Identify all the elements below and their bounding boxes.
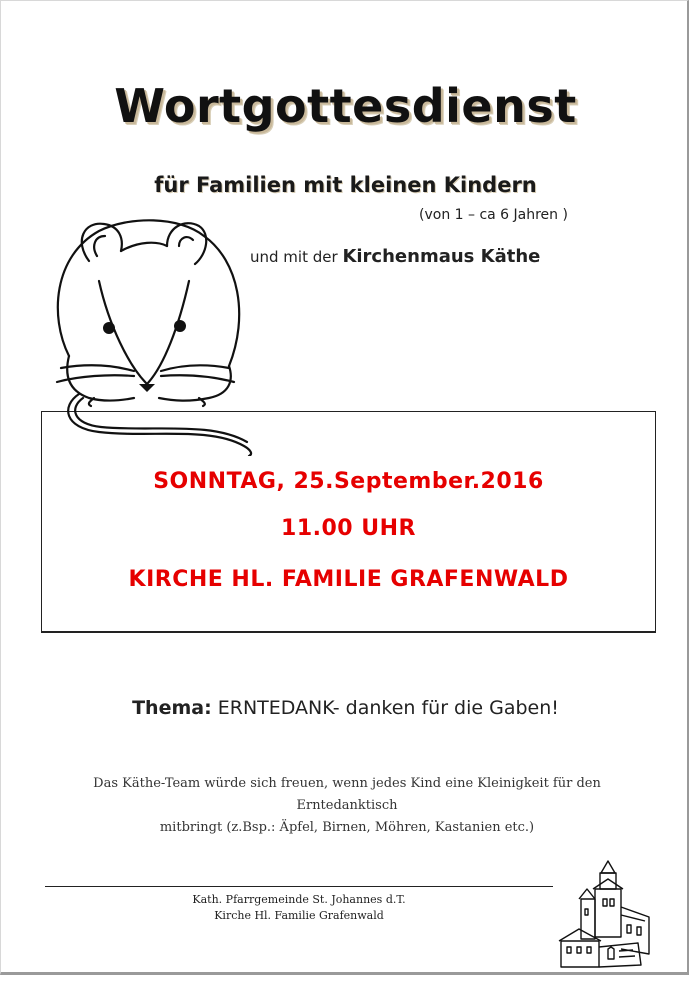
event-date: SONNTAG, 25.September.2016 bbox=[153, 469, 544, 494]
note-line-1: Das Käthe-Team würde sich freuen, wenn jedes Kind eine Kleinigkeit für den Erntedanktisch bbox=[93, 776, 601, 813]
theme-text: ERNTEDANK- danken für die Gaben! bbox=[217, 697, 559, 719]
footer-line-1: Kath. Pfarrgemeinde St. Johannes d.T. bbox=[192, 893, 406, 906]
mouse-name: Kirchenmaus Käthe bbox=[342, 246, 541, 267]
page-title: Wortgottesdienst bbox=[114, 79, 577, 133]
subtitle: für Familien mit kleinen Kindern bbox=[154, 173, 537, 197]
note-line-2: mitbringt (z.Bsp.: Äpfel, Birnen, Möhren, Kastanien etc.) bbox=[159, 820, 535, 835]
mouse-illustration-icon bbox=[39, 206, 261, 456]
theme-label: Thema: bbox=[132, 697, 212, 719]
theme-line bbox=[1, 697, 690, 719]
age-range: (von 1 – ca 6 Jahren ) bbox=[419, 207, 568, 223]
note-text bbox=[41, 773, 653, 839]
church-illustration-icon bbox=[553, 859, 653, 969]
footer-divider bbox=[45, 886, 553, 887]
footer bbox=[45, 892, 553, 924]
event-time: 11.00 UHR bbox=[281, 516, 416, 541]
event-place: KIRCHE HL. FAMILIE GRAFENWALD bbox=[128, 567, 569, 592]
footer-line-2: Kirche Hl. Familie Grafenwald bbox=[214, 909, 384, 922]
mouse-intro-text: und mit der bbox=[250, 248, 338, 266]
mouse-intro-line bbox=[250, 246, 540, 267]
